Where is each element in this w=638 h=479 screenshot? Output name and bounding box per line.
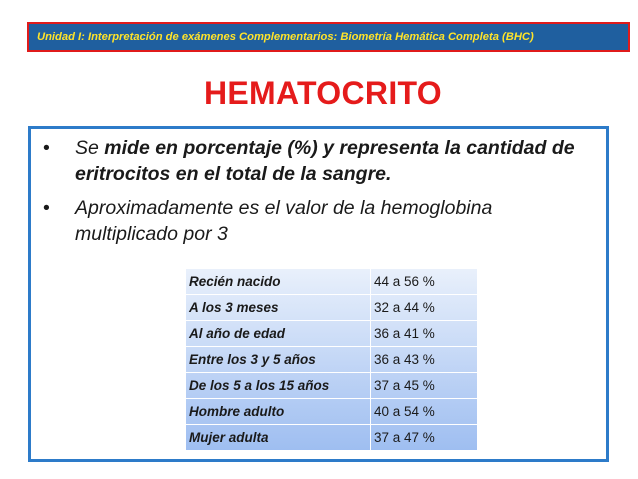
header-text: Unidad I: Interpretación de exámenes Complementarios: Biometría Hemática Completa (BHC)	[37, 31, 534, 43]
table-cell-range: 36 a 41 %	[371, 321, 478, 347]
table-cell-age-group: A los 3 meses	[186, 295, 371, 321]
table-cell-range: 44 a 56 %	[371, 269, 478, 295]
table-row	[186, 347, 477, 373]
page-title: HEMATOCRITO	[204, 75, 442, 111]
hematocrit-range-table	[186, 269, 477, 451]
bullet-list	[43, 135, 596, 255]
bullet-dot-icon: •	[43, 197, 50, 219]
table-cell-age-group: Recién nacido	[186, 269, 371, 295]
table-cell-age-group: De los 5 a los 15 años	[186, 373, 371, 399]
table-row	[186, 321, 477, 347]
hematocrit-range-table-wrap	[186, 269, 477, 451]
bullet-1-prefix: Se	[75, 137, 105, 159]
bullet-2-text: Aproximadamente es el valor de la hemoglobina multiplicado por 3	[75, 197, 493, 245]
header-bar	[27, 22, 630, 52]
table-cell-range: 36 a 43 %	[371, 347, 478, 373]
content-box	[28, 126, 609, 462]
table-cell-age-group: Entre los 3 y 5 años	[186, 347, 371, 373]
table-row	[186, 425, 477, 451]
table-row	[186, 295, 477, 321]
bullet-item-2	[43, 195, 596, 247]
table-cell-range: 37 a 45 %	[371, 373, 478, 399]
table-cell-range: 32 a 44 %	[371, 295, 478, 321]
table-cell-age-group: Hombre adulto	[186, 399, 371, 425]
bullet-item-1	[43, 135, 596, 187]
table-row	[186, 399, 477, 425]
table-cell-age-group: Mujer adulta	[186, 425, 371, 451]
bullet-1-bold-text: mide en porcentaje (%) y representa la cantidad de eritrocitos en el total de la sangre.	[75, 137, 575, 185]
bullet-dot-icon: •	[43, 137, 50, 159]
table-cell-range: 40 a 54 %	[371, 399, 478, 425]
table-row	[186, 373, 477, 399]
table-cell-range: 37 a 47 %	[371, 425, 478, 451]
table-row	[186, 269, 477, 295]
table-cell-age-group: Al año de edad	[186, 321, 371, 347]
